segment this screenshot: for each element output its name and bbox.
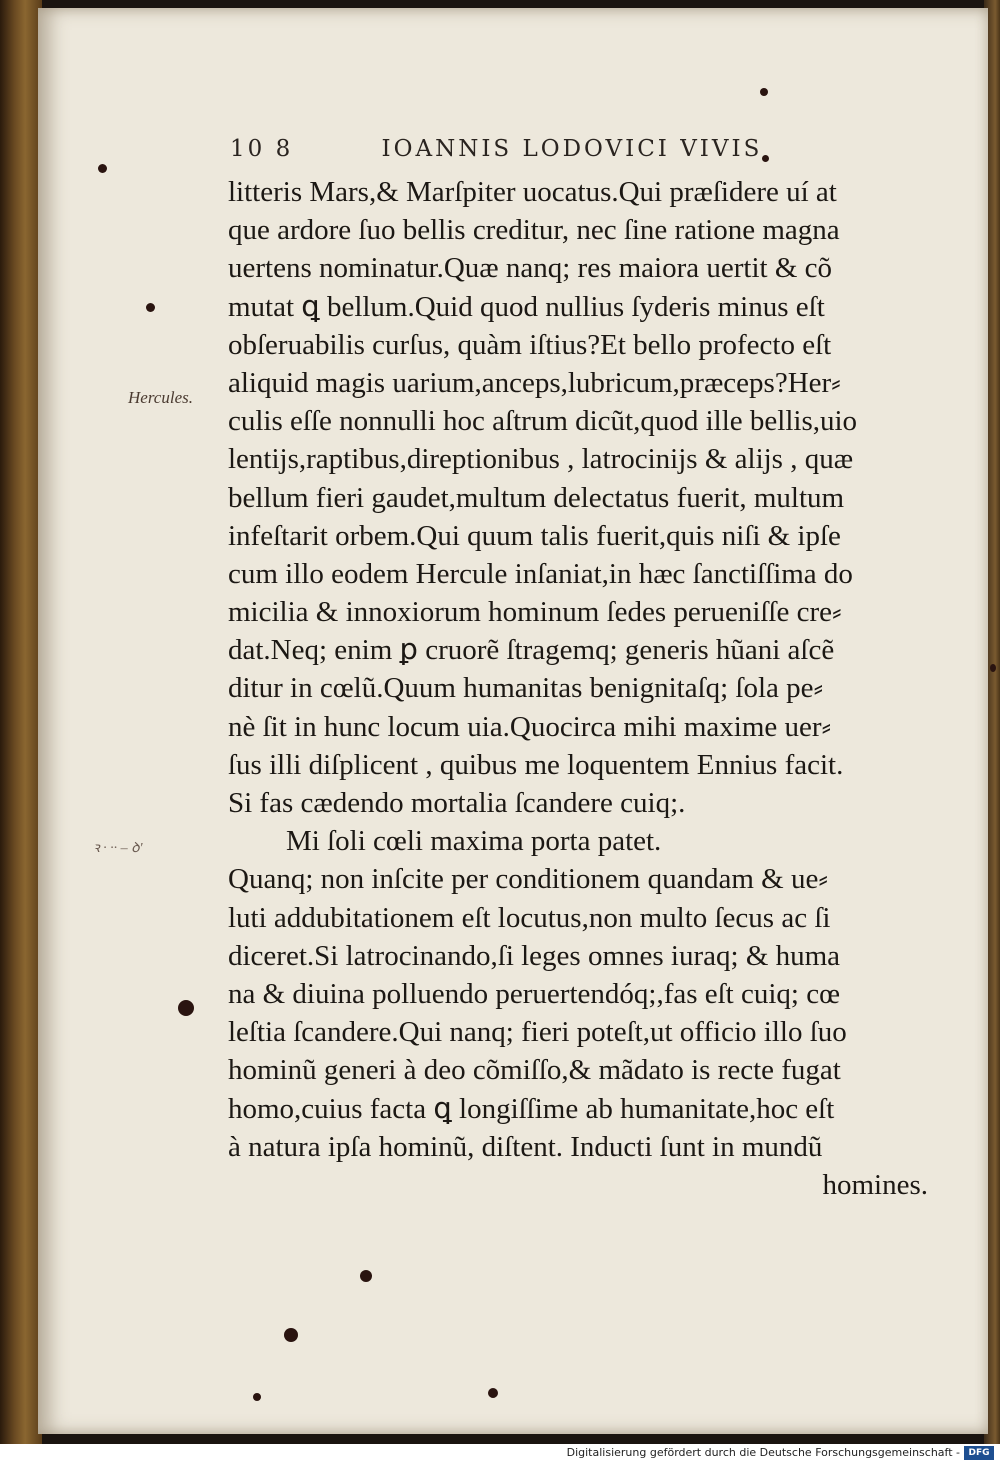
running-title: IOANNIS LODOVICI VIVIS [381, 136, 763, 162]
ink-blot [360, 1270, 372, 1282]
text-line: à natura ipſa hominũ, diſtent. Inducti ſunt in mundũ [228, 1130, 823, 1163]
text-line: leſtia ſcandere.Qui nanq; fieri poteſt,ut officio illo ſuo [228, 1016, 847, 1049]
ink-blot [178, 1000, 194, 1016]
book-spine [0, 0, 42, 1444]
text-line: micilia & innoxiorum hominum ſedes perueniſſe cre⸗ [228, 596, 842, 629]
ink-blot [284, 1328, 298, 1342]
footer-bar [0, 1444, 1000, 1464]
running-header [230, 136, 830, 162]
ink-blot [990, 664, 996, 672]
marginal-scribble: ꝛ · ·· – ꝺ' [93, 841, 143, 856]
text-line: culis eſſe nonnulli hoc aſtrum dicũt,quod ille bellis,uio [228, 405, 858, 438]
text-line: bellum fieri gaudet,multum delectatus fuerit, multum [228, 481, 845, 514]
ink-blot [98, 164, 107, 173]
marginal-note-hercules: Hercules. [128, 388, 193, 407]
text-line: homo,cuius facta ꝗ longiſſime ab humanitate,hoc eſt [228, 1092, 835, 1125]
dfg-logo: DFG [964, 1446, 994, 1460]
text-line: uertens nominatur.Quæ nanq; res maiora uertit & cõ [228, 252, 833, 285]
verse-line: Mi ſoli cœli maxima porta patet. [286, 825, 662, 858]
text-line: obſeruabilis curſus, quàm iſtius?Et bello profecto eſt [228, 328, 832, 361]
text-line: Quanq; non inſcite per conditionem quandam & ue⸗ [228, 863, 828, 896]
text-line: nè ſit in hunc locum uia.Quocirca mihi maxime uer⸗ [228, 710, 832, 743]
verse-line: Si fas cædendo mortalia ſcandere cuiq;. [228, 787, 686, 819]
text-line: diceret.Si latrocinando,ſi leges omnes iuraq; & huma [228, 939, 841, 972]
ink-blot [762, 155, 769, 162]
ink-blot [253, 1393, 261, 1401]
text-line: hominũ generi à deo cõmiſſo,& mãdato is recte fugat [228, 1054, 841, 1087]
book-page [38, 8, 988, 1434]
ink-blot [488, 1388, 498, 1398]
text-line: infeſtarit orbem.Qui quum talis fuerit,quis niſi & ipſe [228, 519, 841, 552]
catchword: homines. [822, 1168, 928, 1201]
footer-credit: Digitalisierung gefördert durch die Deutsche Forschungsgemeinschaft - [566, 1446, 960, 1459]
page-number: 10 8 [230, 136, 294, 162]
text-line: cum illo eodem Hercule inſaniat,in hæc ſanctiſſima do [228, 557, 853, 590]
body-text [228, 173, 948, 1204]
text-line: ſus illi diſplicent , quibus me loquentem Ennius facit. [228, 748, 844, 781]
text-line: que ardore ſuo bellis creditur, nec ſine ratione magna [228, 214, 840, 247]
text-line: dat.Neq; enim ꝑ cruorẽ ſtragemq; generis hũani aſcẽ [228, 634, 835, 667]
text-line: litteris Mars,& Marſpiter uocatus.Qui præſidere uí at [228, 176, 837, 208]
ink-blot [760, 88, 768, 96]
text-line: na & diuina polluendo peruertendóq;,fas eſt cuiq; cœ [228, 977, 841, 1010]
text-line: luti addubitationem eſt locutus,non multo ſecus ac ſi [228, 901, 831, 934]
text-line: aliquid magis uarium,anceps,lubricum,præceps?Her⸗ [228, 366, 841, 399]
text-line: lentijs,raptibus,direptionibus , latrocinijs & alijs , quæ [228, 443, 854, 476]
text-line: mutat ꝗ bellum.Quid quod nullius ſyderis minus eſt [228, 290, 825, 323]
ink-blot [146, 303, 155, 312]
text-line: ditur in cœlũ.Quum humanitas benignitaſq; ſola pe⸗ [228, 672, 824, 705]
